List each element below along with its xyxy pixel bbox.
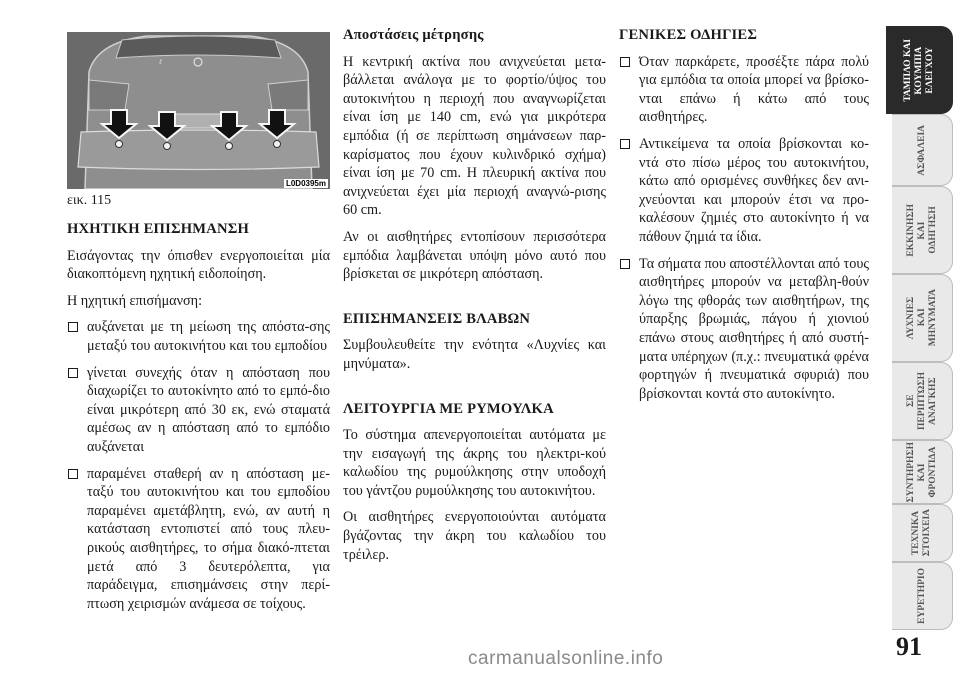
paragraph: Η κεντρική ακτίνα που ανιχνεύεται μετα-βάλλεται ανάλογα με το φορτίο/ύψος του αυτοκινήτου η περιοχή που αναγνωρίζεται είναι ίση με 140 cm, ενώ για μικρότερα εμπόδια (ή σε περίπτωση σημάνσεων παρ-καρίσματος που έχουν κυλινδρικό σχήμα) είναι ίση με 70 cm. Η πλευρική ακτίνα που ανιχνεύεται έχει μία περιοχή αναγνώ-ρισης 60 cm. (343, 53, 606, 219)
tab-warning-lights[interactable]: ΛΥΧΝΙΕΣ ΚΑΙ ΜΗΝΥΜΑΤΑ (892, 274, 953, 362)
paragraph: Οι αισθητήρες ενεργοποιούνται αυτόματα βγάζοντας την άκρη του καλωδίου του τρέιλερ. (343, 509, 606, 563)
chapter-tabs (892, 0, 960, 677)
paragraph: Αν οι αισθητήρες εντοπίσουν περισσότερα εμπόδια λαμβάνεται υπόψη μόνο αυτό που βρίσκεται σε μικρότερη απόσταση. (343, 228, 606, 283)
watermark: carmanualsonline.info (468, 648, 664, 669)
figure-car-rear-sensors (67, 32, 330, 189)
checkbox-bullet-icon (620, 259, 630, 269)
bullet-item: γίνεται συνεχής όταν η απόσταση που διαχωρίζει το αυτοκίνητο από το εμπό-διο είναι μικρότερη από 30 εκ, ενώ σταματά αμέσως αν η απόσταση από το εμπόδιο αυξάνεται (67, 364, 330, 457)
heading-fault-signals: ΕΠΙΣΗΜΑΝΣΕΙΣ ΒΛΑΒΩΝ (343, 310, 531, 327)
tab-dashboard-controls[interactable]: ΤΑΜΠΛΟ ΚΑΙ ΚΟΥΜΠΙΑ ΕΛΕΓΧΟΥ (886, 26, 953, 114)
bullet-item: Αντικείμενα τα οποία βρίσκονται κο-ντά στο πίσω μέρος του αυτοκινήτου, κάτω από ορισμένες συνθήκες δεν ανι-χνεύονται και μπορούν έτσι να προ-καλέσουν ζημιές στο αυτοκίνητο ή να πάθουν ζημιά τα ίδια. (619, 135, 869, 247)
page-number: 91 (896, 632, 922, 661)
tab-safety[interactable]: ΑΣΦΑΛΕΙΑ (892, 114, 953, 186)
svg-text:ℓ: ℓ (159, 58, 162, 66)
heading-acoustic-signal: ΗΧΗΤΙΚΗ ΕΠΙΣΗΜΑΝΣΗ (67, 221, 250, 237)
figure-caption: εικ. 115 (67, 193, 112, 208)
paragraph: Το σύστημα απενεργοποιείται αυτόματα με την εισαγωγή της άκρης του ηλεκτρι-κού καλωδίου της ρυμούλκησης στην υποδοχή του γάντζου ρυμούλκησης του αυτοκινήτου. (343, 427, 606, 499)
heading-trailer-operation: ΛΕΙΤΟΥΡΓΙΑ ΜΕ ΡΥΜΟΥΛΚΑ (343, 400, 554, 417)
checkbox-bullet-icon (68, 469, 78, 479)
car-rear-illustration (67, 32, 330, 189)
checkbox-bullet-icon (620, 57, 630, 67)
paragraph: Εισάγοντας την όπισθεν ενεργοποιείται μία διακοπτόμενη ηχητική ειδοποίηση. (67, 247, 330, 283)
tab-maintenance[interactable]: ΣΥΝΤΗΡΗΣΗ ΚΑΙ ΦΡΟΝΤΙΔΑ (892, 440, 953, 504)
checkbox-bullet-icon (620, 139, 630, 149)
checkbox-bullet-icon (68, 322, 78, 332)
tab-emergency[interactable]: ΣΕ ΠΕΡΙΠΤΩΣΗ ΑΝΑΓΚΗΣ (892, 362, 953, 440)
bullet-item: Όταν παρκάρετε, προσέξτε πάρα πολύ για εμπόδια τα οποία μπορεί να βρίσκο-νται επάνω ή κάτω από τους αισθητήρες. (619, 53, 869, 127)
tab-starting-driving[interactable]: ΕΚΚΙΝΗΣΗ ΚΑΙ ΟΔΗΓΗΣΗ (892, 186, 953, 274)
bullet-item: παραμένει σταθερή αν η απόσταση με-ταξύ του αυτοκινήτου και του εμποδίου παραμένει αμετάβλητη, ενώ, αν αυτή η κατάσταση εντοπιστεί από τους πλευ-ρικούς αισθητήρες, το σήμα διακό-πτεται μετά από 3 δευτερόλεπτα, για παράδειγμα, επισημάνσεις στην περί-πτωση χειρισμών ανάμεσα σε τοίχους. (67, 465, 330, 614)
figure-code: L0D0395m (285, 179, 326, 188)
paragraph: Συμβουλευθείτε την ενότητα «Λυχνίες και μηνύματα». (343, 337, 606, 372)
checkbox-bullet-icon (68, 368, 78, 378)
heading-general-instructions: ΓΕΝΙΚΕΣ ΟΔΗΓΙΕΣ (619, 27, 758, 43)
paragraph: Η ηχητική επισήμανση: (67, 292, 203, 309)
bullet-item: αυξάνεται με τη μείωση της απόστα-σης μεταξύ του αυτοκινήτου και του εμποδίου (67, 318, 330, 355)
tab-index[interactable]: ΕΥΡΕΤΗΡΙΟ (892, 562, 953, 630)
tab-technical-data[interactable]: ΤΕΧΝΙΚΑ ΣΤΟΙΧΕΙΑ (892, 504, 953, 562)
heading-measuring-distances: Αποστάσεις μέτρησης (343, 27, 484, 43)
column-2 (343, 26, 606, 572)
bullet-item: Τα σήματα που αποστέλλονται από τους αισθητήρες μπορούν να μεταβλη-θούν λόγω της φθοράς των αισθητήρων, της ύπαρξης βρωμιάς, πάγου ή χιονιού επάνω στους αισθητήρες ή από συστή-ματα υπέρηχων (π.χ.: πνευματικά φρένα φορτηγών ή πνευματικά σφυριά) που βρίσκονται κοντά στο αυτοκίνητο. (619, 255, 869, 404)
column-3 (619, 26, 869, 411)
column-1 (67, 220, 330, 621)
